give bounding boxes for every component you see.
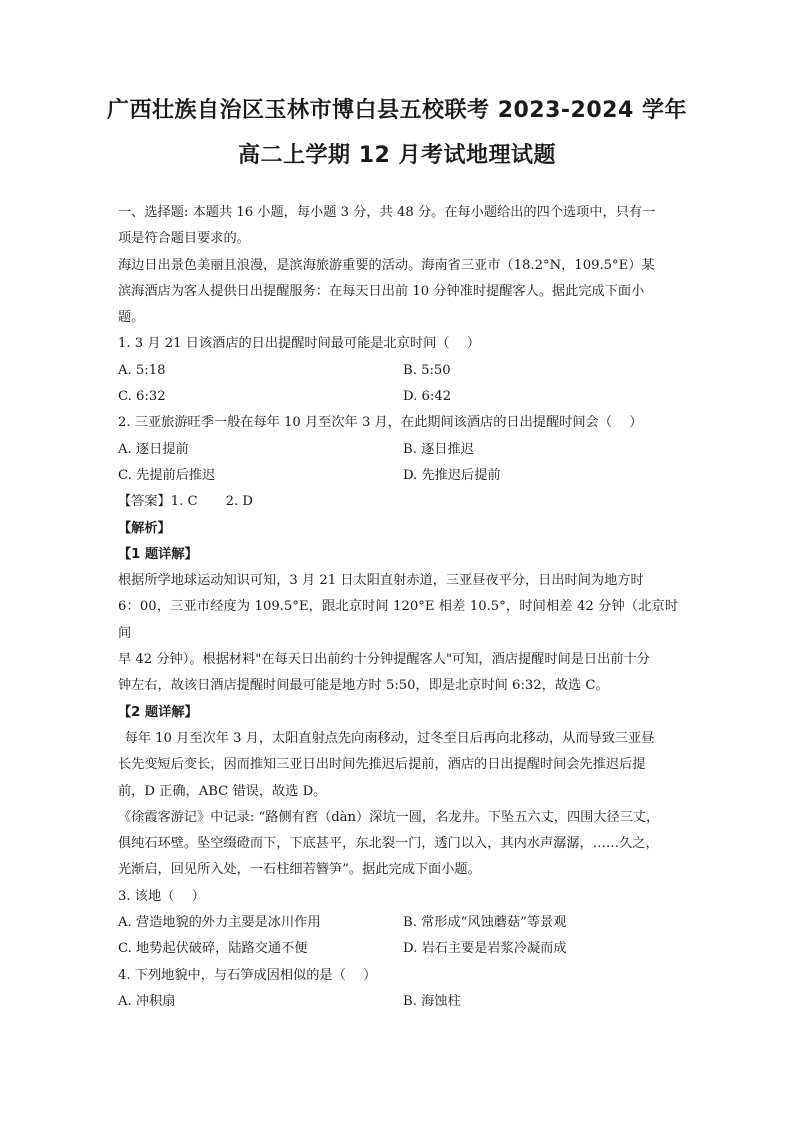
section-instruction-line2: 项是符合题目要求的。 <box>118 231 250 247</box>
detail-1-line1: 根据所学地球运动知识可知，3 月 21 日太阳直射赤道，三亚昼夜平分，日出时间为地方时 <box>118 573 644 589</box>
question-1-stem: 1. 3 月 21 日该酒店的日出提醒时间最可能是北京时间（ ） <box>118 336 481 352</box>
material2-line2: 俱纯石环壁。坠空缀磴而下，下底甚平，东北裂一门，透门以入，其内水声潺潺，……久之， <box>118 836 659 852</box>
answer-line <box>118 489 678 515</box>
material1-line1: 海边日出景色美丽且浪漫，是滨海旅游重要的活动。海南省三亚市（18.2°N，109.5°E）某 <box>118 257 655 273</box>
question-4-stem: 4. 下列地貌中，与石笋成因相似的是（ ） <box>118 967 377 983</box>
question-1-option-b: B. 5:50 <box>403 362 451 378</box>
question-1-option-a: A. 5:18 <box>118 362 166 378</box>
question-3-option-c: C. 地势起伏破碎，陆路交通不便 <box>118 941 308 957</box>
question-3-options-row1 <box>118 910 678 936</box>
question-3-option-b: B. 常形成“风蚀蘑菇”等景观 <box>403 915 567 931</box>
detail-1-line2: 6：00，三亚市经度为 109.5°E，跟北京时间 120°E 相差 10.5°，时间相差 42 分钟（北京时间 <box>118 599 678 641</box>
material2-line3: 光渐启，回见所入处，一石柱细若簪笋”。据此完成下面小题。 <box>118 862 481 878</box>
question-1-options-row2 <box>118 384 678 410</box>
question-1-option-c: C. 6:32 <box>118 389 166 405</box>
detail-1-label: 【1 题详解】 <box>118 546 198 562</box>
question-4-option-b: B. 海蚀柱 <box>403 993 461 1009</box>
material1-line2: 滨海酒店为客人提供日出提醒服务：在每天日出前 10 分钟准时提醒客人。据此完成下面小 <box>118 283 645 299</box>
analysis-label: 【解析】 <box>118 520 171 536</box>
question-2-stem: 2. 三亚旅游旺季一般在每年 10 月至次年 3 月，在此期间该酒店的日出提醒时间会（ ） <box>118 415 643 431</box>
exam-title-line2: 高二上学期 12 月考试地理试题 <box>238 143 556 168</box>
exam-content <box>118 200 678 1015</box>
question-4-option-a: A. 冲积扇 <box>118 993 176 1009</box>
answer-label: 【答案】1. C <box>118 494 198 510</box>
question-2-options-row2 <box>118 463 678 489</box>
question-2-option-c: C. 先提前后推迟 <box>118 467 216 483</box>
question-2-option-b: B. 逐日推迟 <box>403 441 474 457</box>
question-4-options-row1 <box>118 989 678 1015</box>
question-2-options-row1 <box>118 437 678 463</box>
question-3-option-a: A. 营造地貌的外力主要是冰川作用 <box>118 915 321 931</box>
question-1-option-d: D. 6:42 <box>403 389 452 405</box>
material2-line1: 《徐霞客游记》中记录: “路侧有窞（dàn）深坑一圆，名龙井。下坠五六丈，四围大径三丈， <box>118 809 660 825</box>
question-3-options-row2 <box>118 936 678 962</box>
detail-1-line3: 早 42 分钟）。根据材料"在每天日出前约十分钟提醒客人"可知，酒店提醒时间是日出前十分 <box>118 652 650 668</box>
question-2-option-a: A. 逐日提前 <box>118 441 189 457</box>
question-3-option-d: D. 岩石主要是岩浆冷凝而成 <box>403 941 567 957</box>
detail-1-line4: 钟左右，故该日酒店提醒时间最可能是地方时 5:50，即是北京时间 6:32，故选 C。 <box>118 678 609 694</box>
detail-2-line1: 每年 10 月至次年 3 月，太阳直射点先向南移动，过冬至日后再向北移动，从而导致三亚昼 <box>124 730 655 746</box>
detail-2-label: 【2 题详解】 <box>118 704 198 720</box>
section-instruction-line1: 一、选择题: 本题共 16 小题，每小题 3 分，共 48 分。在每小题给出的四个选项中，只有一 <box>118 205 656 220</box>
exam-title-line1: 广西壮族自治区玉林市博白县五校联考 2023-2024 学年 <box>107 98 687 123</box>
question-2-option-d: D. 先推迟后提前 <box>403 467 501 483</box>
question-3-stem: 3. 该地（ ） <box>118 888 205 904</box>
detail-2-line3: 前，D 正确，ABC 错误，故选 D。 <box>118 783 327 799</box>
material1-line3: 题。 <box>118 310 145 326</box>
question-1-options-row1 <box>118 358 678 384</box>
detail-2-line2: 长先变短后变长，因而推知三亚日出时间先推迟后提前，酒店的日出提醒时间会先推迟后提 <box>118 757 646 773</box>
answer-second: 2. D <box>225 494 253 510</box>
